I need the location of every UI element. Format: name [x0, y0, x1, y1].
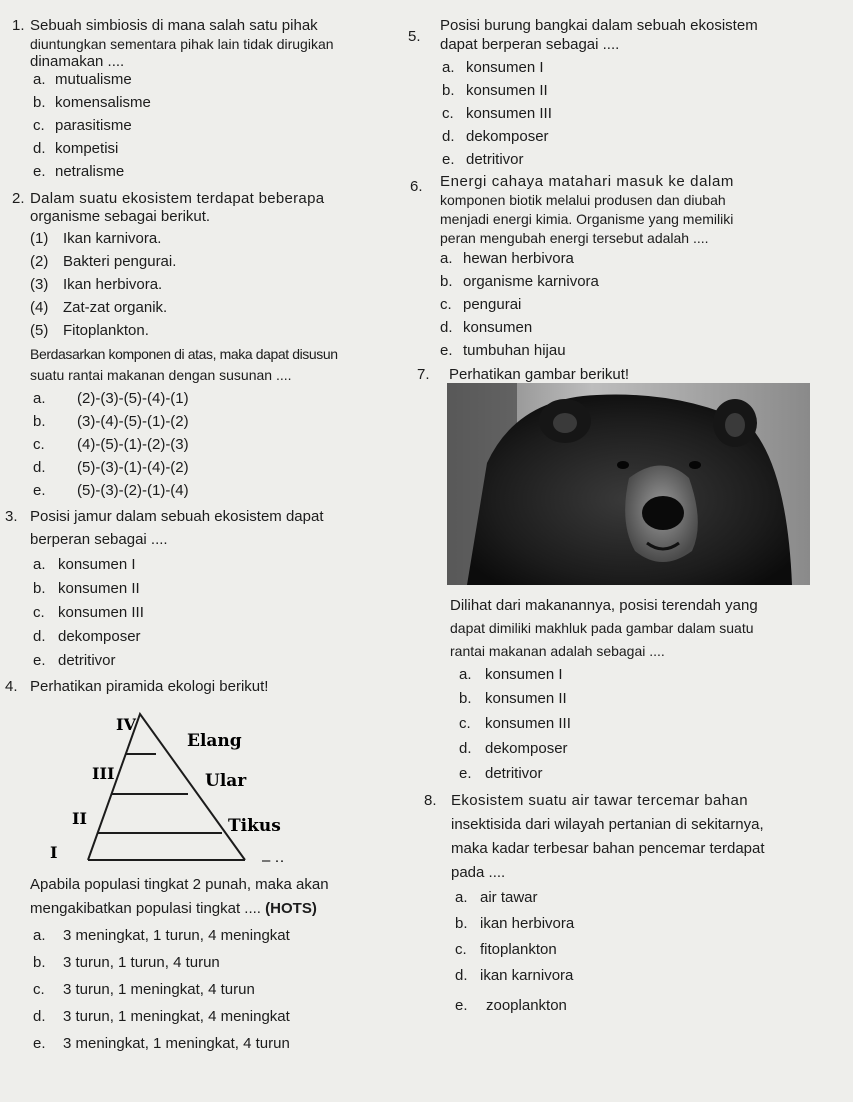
- option-text: parasitisme: [55, 117, 132, 134]
- option-letter: b.: [33, 413, 46, 430]
- option-letter: e.: [33, 652, 46, 669]
- option-letter: c.: [459, 715, 471, 732]
- item-number: (4): [30, 299, 49, 316]
- question-text: [30, 900, 317, 918]
- option-text: hewan herbivora: [463, 250, 574, 267]
- question-text: insektisida dari wilayah pertanian di sekitarnya,: [451, 816, 764, 833]
- question-text: berperan sebagai ....: [30, 531, 168, 548]
- pyramid-level-label: I: [50, 843, 58, 862]
- option-text: detritivor: [485, 765, 543, 782]
- item-text: Zat-zat organik.: [63, 299, 168, 316]
- option-letter: c.: [33, 436, 45, 453]
- option-text: zooplankton: [486, 997, 567, 1014]
- option-letter: e.: [459, 765, 472, 782]
- option-text: 3 turun, 1 turun, 4 turun: [63, 954, 220, 971]
- option-text: air tawar: [480, 889, 538, 906]
- option-letter: e.: [440, 342, 453, 359]
- option-text: (3)-(4)-(5)-(1)-(2): [77, 413, 189, 430]
- option-text: konsumen III: [485, 715, 571, 732]
- item-number: (5): [30, 322, 49, 339]
- option-text: kompetisi: [55, 140, 119, 157]
- pyramid-organism-label: Elang: [187, 731, 242, 751]
- option-text: konsumen II: [485, 690, 567, 707]
- question-text: Perhatikan piramida ekologi berikut!: [30, 678, 269, 695]
- question-number: 2.: [12, 190, 25, 207]
- option-text: dekomposer: [58, 628, 141, 645]
- pyramid-organism-label: Ular: [205, 771, 247, 791]
- option-text: konsumen III: [58, 604, 144, 621]
- option-letter: a.: [33, 390, 46, 407]
- option-text: mutualisme: [55, 71, 132, 88]
- option-text: 3 meningkat, 1 turun, 4 meningkat: [63, 927, 290, 944]
- question-text: diuntungkan sementara pihak lain tidak dirugikan: [30, 36, 334, 52]
- option-letter: a.: [33, 927, 46, 944]
- pyramid-base-label: – ··: [262, 852, 285, 865]
- question-text: komponen biotik melalui produsen dan diubah: [440, 192, 726, 208]
- option-letter: a.: [459, 666, 472, 683]
- question-text: pada ....: [451, 864, 506, 881]
- option-letter: d.: [442, 128, 455, 145]
- question-text: maka kadar terbesar bahan pencemar terdapat: [451, 840, 765, 857]
- ecological-pyramid: [0, 700, 300, 865]
- option-letter: c.: [33, 981, 45, 998]
- option-letter: a.: [33, 71, 46, 88]
- pyramid-organism-label: Tikus: [228, 816, 281, 836]
- option-letter: d.: [459, 740, 472, 757]
- option-letter: b.: [33, 580, 46, 597]
- option-text: (5)-(3)-(2)-(1)-(4): [77, 482, 189, 499]
- option-letter: b.: [33, 94, 46, 111]
- item-text: Ikan herbivora.: [63, 276, 163, 293]
- option-text: ikan karnivora: [480, 967, 574, 984]
- pyramid-level-label: II: [72, 809, 87, 828]
- pyramid-level-label: IV: [116, 715, 136, 734]
- option-text: dekomposer: [466, 128, 549, 145]
- option-text: detritivor: [466, 151, 524, 168]
- question-text: Posisi jamur dalam sebuah ekosistem dapat: [30, 508, 324, 525]
- option-letter: a.: [442, 59, 455, 76]
- option-letter: e.: [33, 482, 46, 499]
- question-text: dapat berperan sebagai ....: [440, 36, 620, 53]
- question-text: Sebuah simbiosis di mana salah satu pihak: [30, 17, 318, 34]
- option-text: konsumen I: [485, 666, 563, 683]
- option-letter: c.: [442, 105, 454, 122]
- item-text: Ikan karnivora.: [63, 230, 162, 247]
- option-letter: c.: [33, 117, 45, 134]
- option-letter: e.: [33, 1035, 46, 1052]
- option-text: tumbuhan hijau: [463, 342, 566, 359]
- question-text: peran mengubah energi tersebut adalah ....: [440, 230, 709, 246]
- option-letter: b.: [442, 82, 455, 99]
- bear-photo: [447, 383, 810, 585]
- question-text: menjadi energi kimia. Organisme yang memiliki: [440, 211, 734, 227]
- option-text: (5)-(3)-(1)-(4)-(2): [77, 459, 189, 476]
- option-text: konsumen II: [466, 82, 548, 99]
- pyramid-level-label: III: [92, 764, 115, 783]
- question-text-main: mengakibatkan populasi tingkat ....: [30, 900, 266, 917]
- option-text: fitoplankton: [480, 941, 557, 958]
- question-text: Ekosistem suatu air tawar tercemar bahan: [451, 792, 748, 809]
- option-letter: b.: [459, 690, 472, 707]
- option-letter: d.: [33, 140, 46, 157]
- option-letter: d.: [33, 628, 46, 645]
- option-letter: c.: [33, 604, 45, 621]
- question-text: suatu rantai makanan dengan susunan ....: [30, 367, 292, 383]
- option-text: konsumen III: [466, 105, 552, 122]
- option-letter: a.: [33, 556, 46, 573]
- item-text: Bakteri pengurai.: [63, 253, 177, 270]
- option-text: pengurai: [463, 296, 522, 313]
- question-text: dinamakan ....: [30, 53, 125, 70]
- question-text: Perhatikan gambar berikut!: [449, 366, 630, 383]
- question-number: 6.: [410, 178, 423, 195]
- item-number: (1): [30, 230, 49, 247]
- option-text: ikan herbivora: [480, 915, 575, 932]
- option-letter: d.: [440, 319, 453, 336]
- option-letter: a.: [455, 889, 468, 906]
- option-letter: a.: [440, 250, 453, 267]
- option-text: konsumen I: [58, 556, 136, 573]
- question-number: 7.: [417, 366, 430, 383]
- question-number: 3.: [5, 508, 18, 525]
- question-text: Berdasarkan komponen di atas, maka dapat disusun: [30, 346, 338, 362]
- option-text: detritivor: [58, 652, 116, 669]
- question-number: 1.: [12, 17, 25, 34]
- option-text: 3 turun, 1 meningkat, 4 meningkat: [63, 1008, 290, 1025]
- option-letter: d.: [33, 459, 46, 476]
- option-text: komensalisme: [55, 94, 151, 111]
- question-text: dapat dimiliki makhluk pada gambar dalam suatu: [450, 620, 754, 636]
- option-letter: d.: [33, 1008, 46, 1025]
- option-text: (2)-(3)-(5)-(4)-(1): [77, 390, 189, 407]
- item-text: Fitoplankton.: [63, 322, 149, 339]
- option-text: konsumen: [463, 319, 533, 336]
- question-text: Posisi burung bangkai dalam sebuah ekosistem: [440, 17, 758, 34]
- option-letter: c.: [455, 941, 467, 958]
- option-letter: b.: [455, 915, 468, 932]
- item-number: (2): [30, 253, 49, 270]
- option-letter: e.: [455, 997, 468, 1014]
- question-number: 5.: [408, 28, 421, 45]
- option-letter: b.: [440, 273, 453, 290]
- question-number: 4.: [5, 678, 18, 695]
- option-text: 3 meningkat, 1 meningkat, 4 turun: [63, 1035, 290, 1052]
- hots-label: (HOTS): [265, 900, 317, 917]
- option-letter: e.: [33, 163, 46, 180]
- option-text: (4)-(5)-(1)-(2)-(3): [77, 436, 189, 453]
- question-text: rantai makanan adalah sebagai ....: [450, 643, 665, 659]
- item-number: (3): [30, 276, 49, 293]
- question-text: Apabila populasi tingkat 2 punah, maka akan: [30, 876, 329, 893]
- option-text: 3 turun, 1 meningkat, 4 turun: [63, 981, 255, 998]
- option-letter: d.: [455, 967, 468, 984]
- option-letter: b.: [33, 954, 46, 971]
- question-number: 8.: [424, 792, 437, 809]
- option-text: organisme karnivora: [463, 273, 599, 290]
- option-letter: e.: [442, 151, 455, 168]
- option-text: konsumen I: [466, 59, 544, 76]
- question-text: Dalam suatu ekosistem terdapat beberapa: [30, 190, 325, 207]
- option-text: konsumen II: [58, 580, 140, 597]
- option-text: netralisme: [55, 163, 125, 180]
- question-text: organisme sebagai berikut.: [30, 208, 211, 225]
- question-text: Dilihat dari makanannya, posisi terendah yang: [450, 597, 758, 614]
- question-text: Energi cahaya matahari masuk ke dalam: [440, 173, 735, 190]
- option-text: dekomposer: [485, 740, 568, 757]
- option-letter: c.: [440, 296, 452, 313]
